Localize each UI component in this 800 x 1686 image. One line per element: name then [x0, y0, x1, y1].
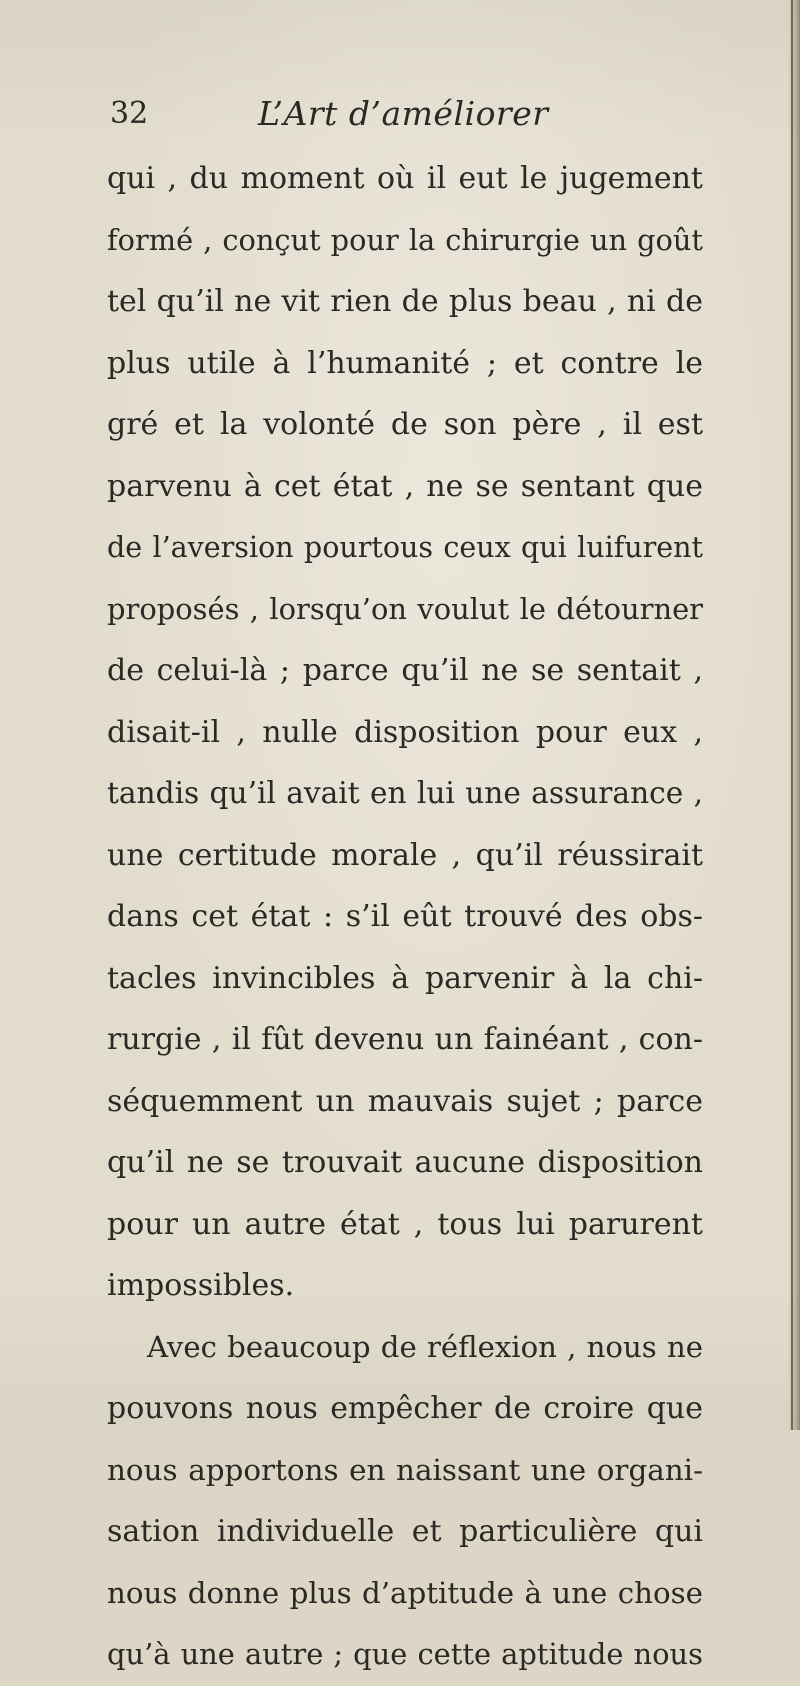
text-line: plus utile à l’humanité ; et contre le [107, 345, 703, 381]
running-title: L’Art d’améliorer [258, 94, 549, 133]
page-header [110, 92, 710, 136]
text-line: qui , du moment où il eut le jugement [107, 161, 703, 196]
text-line: proposés , lorsqu’on voulut le détourner [107, 591, 703, 626]
text-line: parvenu à cet état , ne se sentant que [107, 468, 703, 504]
text-line: une certitude morale , qu’il réussirait [107, 837, 703, 873]
text-line: qu’à une autre ; que cette aptitude nous [107, 1637, 703, 1671]
text-line: pour un autre état , tous lui parurent [107, 1206, 703, 1242]
text-line: séquemment un mauvais sujet ; parce [107, 1083, 703, 1119]
text-line-paragraph-end: impossibles. [107, 1268, 295, 1303]
text-line: sation individuelle et particulière qui [107, 1514, 703, 1549]
page-edge-line [791, 0, 793, 1430]
text-line: tandis qu’il avait en lui une assurance , [107, 776, 703, 810]
text-line: dans cet état : s’il eût trouvé des obs- [107, 899, 703, 934]
text-line: nous donne plus d’aptitude à une chose [107, 1575, 703, 1610]
text-line: gré et la volonté de son père , il est [107, 407, 703, 442]
text-line: formé , conçut pour la chirurgie un goût [107, 222, 703, 257]
text-line: tel qu’il ne vit rien de plus beau , ni de [107, 284, 703, 319]
text-line: de celui-là ; parce qu’il ne se sentait , [107, 653, 703, 688]
text-line: rurgie , il fût devenu un fainéant , con- [107, 1022, 703, 1057]
page-number: 32 [110, 96, 149, 131]
text-line: qu’il ne se trouvait aucune disposition [107, 1145, 703, 1180]
text-line-paragraph-start: Avec beaucoup de réflexion , nous ne [147, 1329, 703, 1364]
body-text [107, 148, 703, 1686]
text-line: de l’aversion pourtous ceux qui luifurent [107, 531, 703, 564]
text-line: tacles invincibles à parvenir à la chi- [107, 960, 703, 996]
text-line: pouvons nous empêcher de croire que [107, 1391, 703, 1426]
page-edge-shadow [788, 0, 800, 1430]
text-line: nous apportons en naissant une organi- [107, 1452, 703, 1487]
text-line: disait-il , nulle disposition pour eux , [107, 714, 703, 750]
